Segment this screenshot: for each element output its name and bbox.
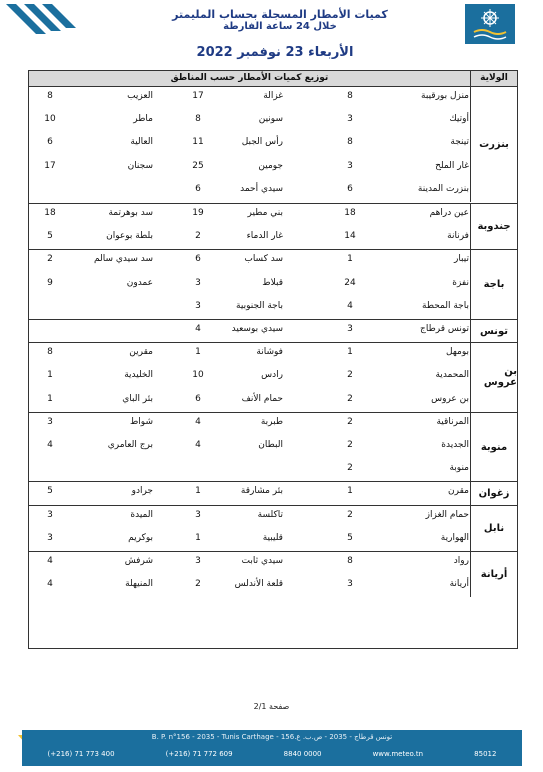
station-name-c: جرادو [131, 486, 153, 497]
rainfall-value-b: 10 [192, 370, 204, 381]
table-row [29, 552, 471, 575]
governorate-group [29, 319, 471, 343]
station-name-b: رأس الجبل [241, 137, 283, 148]
rainfall-value-a: 14 [344, 231, 356, 242]
station-name-c: سد بوهرتمة [108, 208, 153, 218]
governorate-group [29, 412, 471, 483]
rainfall-value-b: 1 [195, 347, 201, 358]
table-row [29, 274, 471, 297]
station-name-a: منوبة [449, 463, 469, 474]
station-name-c: الميدة [130, 509, 153, 520]
stripes-decoration [6, 4, 76, 44]
governorate-cell: أريانة [470, 551, 517, 597]
table-row [29, 180, 471, 203]
table-row [29, 529, 471, 552]
station-name-c: سجنان [127, 160, 153, 171]
station-name-a: منزل بورقيبة [421, 91, 469, 101]
governorate-cell: نابل [470, 505, 517, 551]
station-name-c: بوكريم [128, 532, 153, 543]
station-name-b: البطان [258, 439, 283, 450]
footer-phone-2: (+216) 71 772 609 [165, 750, 233, 758]
rainfall-value-a: 24 [344, 277, 356, 288]
rainfall-value-a: 3 [347, 324, 353, 334]
rainfall-value-c: 18 [44, 208, 56, 218]
table-row [29, 250, 471, 273]
header-governorate: الولاية [470, 71, 517, 86]
station-name-a: تيبار [453, 254, 469, 265]
page-number: صفحة 2/1 [253, 702, 290, 711]
station-name-a: بومهل [446, 347, 469, 358]
governorate-cell: بن عروس [470, 342, 517, 412]
rainfall-value-c: 2 [47, 254, 53, 265]
station-name-a: الجديدة [441, 439, 469, 450]
station-name-b: سد كساب [244, 254, 283, 265]
footer-address: B. P. n°156 - 2035 - Tunis Carthage - تونس قرطاج - 2035 - ص.ب. ع.156 [151, 733, 393, 741]
table-row [29, 133, 471, 156]
station-name-b: فوشانة [256, 347, 283, 358]
table-row [29, 482, 471, 505]
station-name-c: شواط [129, 416, 153, 427]
station-name-a: تينجة [450, 137, 469, 148]
footer-bar [22, 730, 522, 766]
rainfall-value-b: 17 [192, 91, 204, 101]
table-row [29, 204, 471, 227]
table-header [29, 71, 517, 87]
rainfall-value-c: 8 [47, 347, 53, 358]
rainfall-value-b: 2 [195, 579, 201, 590]
table-row [29, 413, 471, 436]
rainfall-value-a: 3 [347, 160, 353, 171]
rainfall-value-b: 6 [195, 254, 201, 265]
rainfall-value-a: 2 [347, 463, 353, 474]
rainfall-value-b: 3 [195, 300, 201, 311]
rainfall-value-a: 1 [347, 486, 353, 497]
table-row [29, 157, 471, 180]
rainfall-value-c: 10 [44, 114, 56, 125]
rainfall-value-b: 1 [195, 486, 201, 497]
governorate-group [29, 203, 471, 250]
station-name-c: العالية [130, 137, 153, 148]
station-name-b: تاكلسة [257, 509, 283, 520]
rainfall-table [28, 70, 518, 649]
governorate-group [29, 505, 471, 552]
rainfall-value-a: 2 [347, 370, 353, 381]
station-name-c: عمدون [126, 277, 153, 288]
rainfall-value-c: 4 [47, 556, 53, 566]
rainfall-value-c: 4 [47, 439, 53, 450]
station-name-a: أريانة [449, 579, 469, 590]
footer-fax: 8840 0000 [283, 750, 322, 758]
rainfall-value-b: 4 [195, 439, 201, 450]
station-name-b: طبربة [260, 416, 283, 427]
rainfall-value-b: 6 [195, 183, 201, 194]
station-name-b: غار الدماء [246, 231, 283, 242]
rainfall-value-a: 1 [347, 254, 353, 265]
rainfall-value-c: 6 [47, 137, 53, 148]
station-name-b: سونين [258, 114, 283, 125]
station-name-b: غزالة [263, 91, 283, 101]
footer-website: www.meteo.tn [372, 750, 424, 758]
station-name-c: بلطة بوعوان [106, 231, 153, 242]
governorate-cell: جندوبة [470, 203, 517, 249]
rainfall-value-c: 1 [47, 393, 53, 404]
rainfall-value-c: 4 [47, 579, 53, 590]
rainfall-value-b: 1 [195, 532, 201, 543]
report-title [150, 8, 410, 33]
table-row [29, 227, 471, 250]
table-row [29, 436, 471, 459]
rainfall-value-a: 5 [347, 532, 353, 543]
title-line-2: خلال 24 ساعة الفارطة [223, 21, 337, 32]
table-row [29, 320, 471, 343]
footer-number: 85012 [474, 750, 497, 758]
station-name-a: باجة المحطة [422, 300, 469, 311]
governorate-cell: زغوان [470, 481, 517, 504]
title-line-1: كميات الأمطار المسجلة بحساب المليمتر [172, 8, 388, 21]
station-name-b: سيدي بوسعيد [231, 324, 283, 334]
station-name-a: أوتيك [449, 114, 469, 125]
rainfall-value-c: 3 [47, 509, 53, 520]
governorate-cell: تونس [470, 319, 517, 342]
station-name-b: بني مطير [247, 208, 283, 218]
station-name-b: قلعة الأندلس [234, 579, 283, 590]
station-name-c: المنيهلة [125, 579, 153, 590]
rainfall-value-c: 3 [47, 532, 53, 543]
station-name-c: العزيب [127, 91, 153, 101]
station-name-c: مقرين [129, 347, 153, 358]
station-name-a: مقرن [448, 486, 469, 497]
rainfall-value-a: 6 [347, 183, 353, 194]
station-name-a: رواد [453, 556, 469, 566]
rainfall-value-a: 2 [347, 416, 353, 427]
station-name-b: سيدي أحمد [240, 183, 283, 194]
table-row [29, 459, 471, 482]
rainfall-value-b: 6 [195, 393, 201, 404]
station-name-c: شرفش [124, 556, 153, 566]
rainfall-value-a: 8 [347, 91, 353, 101]
rainfall-value-b: 3 [195, 509, 201, 520]
station-name-c: بئر الباي [122, 393, 153, 404]
rainfall-value-b: 3 [195, 556, 201, 566]
station-name-c: سد سيدي سالم [93, 254, 153, 265]
table-row [29, 87, 471, 110]
station-name-a: الهوارية [440, 532, 469, 543]
governorate-cell: بنزرت [470, 87, 517, 202]
rainfall-value-b: 4 [195, 416, 201, 427]
station-name-b: حمام الأنف [241, 393, 283, 404]
rainfall-value-b: 19 [192, 208, 204, 218]
station-name-a: حمام الغزاز [425, 509, 469, 520]
rainfall-value-b: 11 [192, 137, 204, 148]
rainfall-value-c: 5 [47, 486, 53, 497]
report-date: الأربعاء 23 نوفمبر 2022 [196, 45, 354, 60]
station-name-b: رادس [261, 370, 283, 381]
station-name-a: نفزة [452, 277, 469, 288]
footer-contacts [22, 750, 522, 758]
table-row [29, 110, 471, 133]
rainfall-value-c: 3 [47, 416, 53, 427]
table-row [29, 297, 471, 320]
table-row [29, 506, 471, 529]
rainfall-value-a: 2 [347, 439, 353, 450]
station-name-b: قليبية [262, 532, 283, 543]
rainfall-value-b: 4 [195, 324, 201, 334]
governorate-cell: باجة [470, 249, 517, 319]
rainfall-value-a: 3 [347, 579, 353, 590]
station-name-c: ماطر [133, 114, 153, 125]
station-name-b: باجة الجنوبية [236, 300, 283, 311]
station-name-a: غار الملح [435, 160, 469, 171]
header-distribution: توزيع كميات الأمطار حسب المناطق [170, 73, 329, 83]
footer-phone-1: (+216) 71 773 400 [47, 750, 115, 758]
station-name-b: قبلاط [262, 277, 283, 288]
station-name-a: المرناقية [436, 416, 469, 427]
governorate-group [29, 342, 471, 413]
rainfall-value-b: 3 [195, 277, 201, 288]
rainfall-value-a: 4 [347, 300, 353, 311]
governorate-group [29, 87, 471, 203]
governorate-group [29, 481, 471, 505]
table-row [29, 390, 471, 413]
station-name-a: المحمدية [435, 370, 469, 381]
rainfall-value-a: 2 [347, 509, 353, 520]
institute-logo [465, 4, 515, 44]
station-name-a: تونس قرطاج [420, 324, 469, 334]
station-name-a: فرنانة [447, 231, 469, 242]
rainfall-value-c: 9 [47, 277, 53, 288]
rainfall-value-b: 2 [195, 231, 201, 242]
station-name-b: بئر مشارقة [240, 486, 283, 497]
rainfall-value-b: 8 [195, 114, 201, 125]
governorate-group [29, 249, 471, 320]
governorate-group [29, 551, 471, 598]
rainfall-value-a: 3 [347, 114, 353, 125]
station-name-c: الخليدية [124, 370, 153, 381]
rainfall-value-a: 8 [347, 556, 353, 566]
table-row [29, 575, 471, 598]
station-name-c: برج العامري [107, 439, 153, 450]
rainfall-value-a: 2 [347, 393, 353, 404]
table-row [29, 366, 471, 389]
rainfall-value-b: 25 [192, 160, 204, 171]
rainfall-value-c: 5 [47, 231, 53, 242]
station-name-b: سيدي ثابت [241, 556, 283, 566]
station-name-a: عين دراهم [429, 208, 469, 218]
rainfall-value-a: 18 [344, 208, 356, 218]
rainfall-value-c: 17 [44, 160, 56, 171]
station-name-a: بن عروس [431, 393, 469, 404]
rainfall-value-a: 8 [347, 137, 353, 148]
table-row [29, 343, 471, 366]
rainfall-value-a: 1 [347, 347, 353, 358]
rainfall-value-c: 8 [47, 91, 53, 101]
rainfall-value-c: 1 [47, 370, 53, 381]
station-name-a: بنزرت المدينة [417, 183, 469, 194]
governorate-cell: منوبة [470, 412, 517, 482]
station-name-b: جومين [258, 160, 283, 171]
